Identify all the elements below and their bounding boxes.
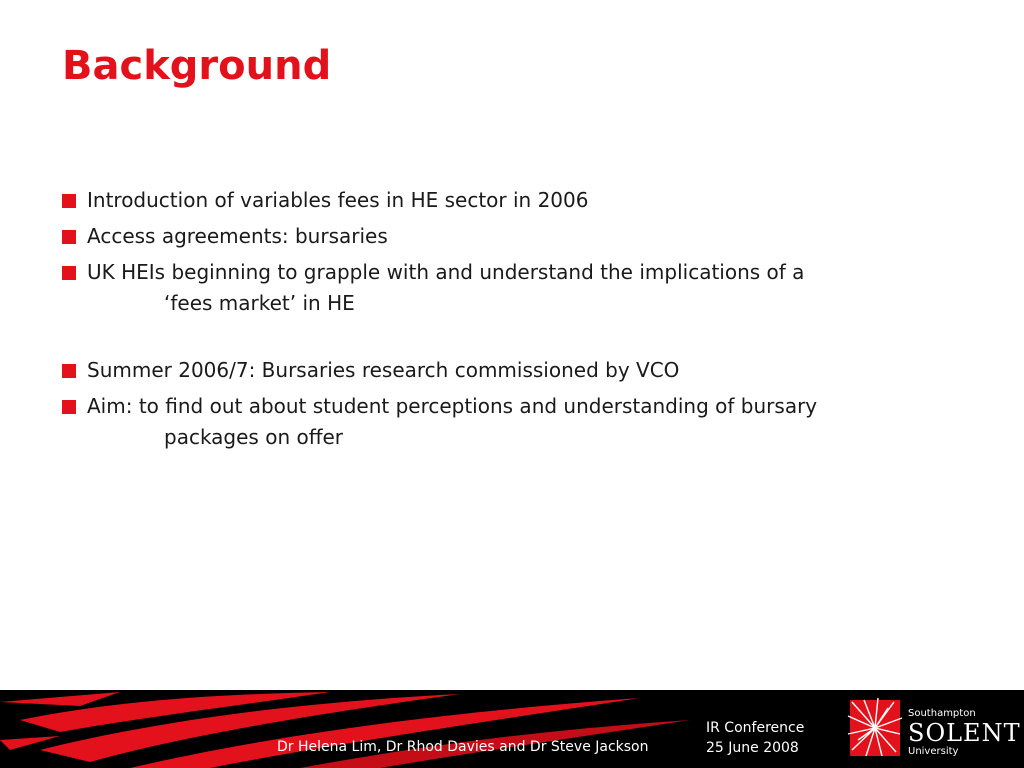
footer-date: 25 June 2008 bbox=[706, 740, 799, 756]
logo-name-text: SOLENT bbox=[908, 719, 1021, 747]
red-swoosh-decoration bbox=[0, 690, 720, 768]
slide-title: Background bbox=[62, 43, 332, 89]
logo-wordmark bbox=[908, 708, 1021, 758]
logo-bottom-text: University bbox=[908, 746, 959, 757]
footer-bar bbox=[0, 690, 1024, 768]
bullet-item bbox=[62, 185, 962, 216]
bullet-text-line2: packages on offer bbox=[164, 425, 344, 449]
bullet-square-icon bbox=[62, 364, 76, 378]
logo-top-text: Southampton bbox=[908, 708, 976, 719]
footer-authors: Dr Helena Lim, Dr Rhod Davies and Dr Steve Jackson bbox=[277, 739, 649, 755]
bullet-square-icon bbox=[62, 230, 76, 244]
bullet-item bbox=[62, 355, 962, 386]
starburst-logo-icon bbox=[844, 694, 904, 760]
bullet-text-line1: UK HEIs beginning to grapple with and understand the implications of a bbox=[87, 260, 805, 284]
bullet-square-icon bbox=[62, 400, 76, 414]
bullet-text-line2: ‘fees market’ in HE bbox=[164, 291, 355, 315]
bullet-item bbox=[62, 391, 962, 453]
bullet-text: Access agreements: bursaries bbox=[87, 224, 388, 248]
university-logo bbox=[844, 694, 1020, 764]
bullet-square-icon bbox=[62, 194, 76, 208]
bullet-item bbox=[62, 221, 962, 252]
footer-conference: IR Conference bbox=[706, 720, 805, 736]
bullet-text-line1: Aim: to find out about student perceptions and understanding of bursary bbox=[87, 394, 818, 418]
bullet-text: Summer 2006/7: Bursaries research commissioned by VCO bbox=[87, 358, 680, 382]
bullet-item bbox=[62, 257, 962, 319]
bullet-text: Introduction of variables fees in HE sector in 2006 bbox=[87, 188, 589, 212]
bullet-list bbox=[62, 185, 962, 458]
bullet-square-icon bbox=[62, 266, 76, 280]
footer-conference-info bbox=[706, 718, 804, 758]
